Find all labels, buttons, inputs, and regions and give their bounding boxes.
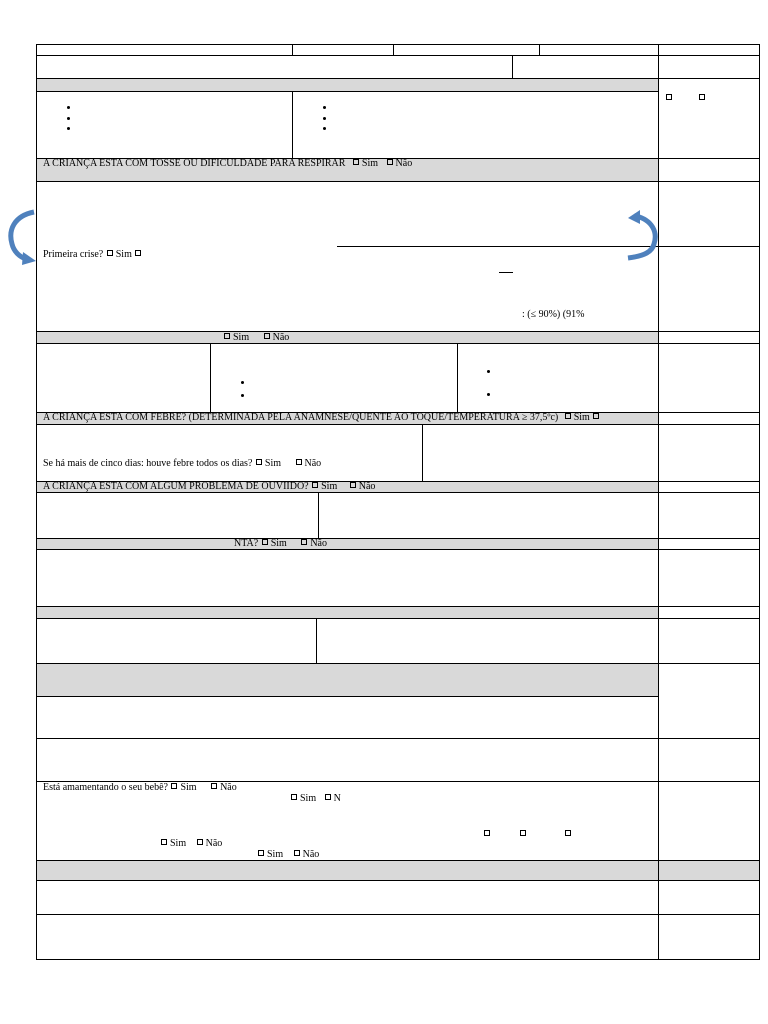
- ouvido-question-row: [43, 481, 375, 492]
- short-dash: [499, 272, 513, 273]
- line2-yes-checkbox[interactable]: [291, 794, 297, 800]
- febre-no-checkbox[interactable]: [593, 413, 599, 419]
- amamentando-no-checkbox[interactable]: [211, 783, 217, 789]
- bullet: [67, 127, 70, 130]
- amamentando-no-label: Não: [220, 782, 237, 793]
- line3-yes-label: Sim: [170, 838, 187, 849]
- band2-yes-checkbox[interactable]: [224, 333, 230, 339]
- primeira-crise-row: [43, 249, 144, 260]
- ouvido-no-checkbox[interactable]: [350, 482, 356, 488]
- nta-yes-checkbox[interactable]: [262, 539, 268, 545]
- line3-yes-checkbox[interactable]: [161, 839, 167, 845]
- febre-dias-yes-label: Sim: [264, 458, 282, 469]
- band2-options: [223, 332, 289, 343]
- band2-yes-label: Sim: [233, 332, 250, 343]
- band-6: [37, 663, 659, 696]
- ouvido-yes-label: Sim: [321, 481, 338, 492]
- curved-arrow-left-icon: [6, 208, 38, 266]
- tosse-yes-label: Sim: [361, 158, 379, 169]
- line4-no-label: Não: [302, 849, 320, 860]
- bullet: [323, 117, 326, 120]
- frame-bottom: [36, 959, 760, 960]
- band-nta: [37, 538, 659, 549]
- nta-no-label: Não: [310, 538, 327, 549]
- checkbox-c[interactable]: [565, 830, 571, 836]
- frame-top: [36, 44, 760, 45]
- amamentando-question: Está amamentando o seu bebê?: [43, 782, 168, 793]
- tosse-no-label: Não: [395, 158, 413, 169]
- line4-yes-label: Sim: [267, 849, 284, 860]
- curved-arrow-right-icon: [626, 208, 660, 264]
- band2-no-label: Não: [272, 332, 290, 343]
- nta-label: NTA?: [234, 538, 259, 549]
- bullet: [487, 393, 490, 396]
- bullet: [487, 370, 490, 373]
- nta-no-checkbox[interactable]: [301, 539, 307, 545]
- checkbox-b[interactable]: [520, 830, 526, 836]
- band-7: [37, 860, 759, 880]
- line2-yes-label: Sim: [300, 793, 317, 804]
- amamentando-yes-label: Sim: [180, 782, 197, 793]
- bullet: [241, 394, 244, 397]
- amamentando-row: [43, 782, 237, 793]
- febre-dias-no-label: Não: [304, 458, 322, 469]
- bullet: [67, 117, 70, 120]
- febre-yes-label: Sim: [573, 412, 590, 423]
- line3-options: [160, 838, 222, 849]
- checkbox-right-1[interactable]: [666, 94, 672, 100]
- checkbox-right-2[interactable]: [699, 94, 705, 100]
- ouvido-no-label: Não: [358, 481, 376, 492]
- band-5: [37, 606, 659, 618]
- primeira-crise-label: Primeira crise?: [43, 249, 104, 260]
- ouvido-yes-checkbox[interactable]: [312, 482, 318, 488]
- febre-dias-no-checkbox[interactable]: [296, 459, 302, 465]
- primeira-crise-yes-checkbox[interactable]: [107, 250, 113, 256]
- saturacao-text: : (≤ 90%) (91%: [522, 309, 585, 320]
- febre-dias-yes-checkbox[interactable]: [256, 459, 262, 465]
- line4-yes-checkbox[interactable]: [258, 850, 264, 856]
- tosse-question-row: [43, 158, 412, 169]
- nta-yes-label: Sim: [270, 538, 287, 549]
- primeira-crise-yes-label: Sim: [115, 249, 132, 260]
- line2-no-label: N: [333, 793, 341, 804]
- line2-options: [290, 793, 341, 804]
- tosse-no-checkbox[interactable]: [387, 159, 393, 165]
- line3-no-label: Não: [205, 838, 223, 849]
- bullet: [323, 127, 326, 130]
- line2-no-checkbox[interactable]: [325, 794, 331, 800]
- header-band-1: [37, 79, 659, 91]
- febre-question-row: [43, 412, 602, 423]
- nta-row: [234, 538, 327, 549]
- primeira-crise-no-checkbox[interactable]: [135, 250, 141, 256]
- bullet: [241, 381, 244, 384]
- tosse-question: A CRIANÇA ESTA COM TOSSE OU DIFICULDADE PARA RESPIRAR: [43, 158, 346, 169]
- febre-dias-text: Se há mais de cinco dias: houve febre todos os dias?: [43, 458, 253, 469]
- febre-yes-checkbox[interactable]: [565, 413, 571, 419]
- band-2: [37, 331, 659, 343]
- line4-options: [257, 849, 319, 860]
- amamentando-yes-checkbox[interactable]: [171, 783, 177, 789]
- band2-no-checkbox[interactable]: [264, 333, 270, 339]
- tosse-yes-checkbox[interactable]: [353, 159, 359, 165]
- bullet: [67, 106, 70, 109]
- febre-dias-row: [43, 458, 321, 469]
- ouvido-question: A CRIANÇA ESTA COM ALGUM PROBLEMA DE OUVIIDO?: [43, 481, 309, 492]
- line3-no-checkbox[interactable]: [197, 839, 203, 845]
- bullet: [323, 106, 326, 109]
- febre-question: A CRIANÇA ESTA COM FEBRE? (DETERMINADA PELA ANAMNESE/QUENTE AO TOQUE/TEMPERATURA ≥ 37,5ºc): [43, 412, 559, 423]
- checkbox-a[interactable]: [484, 830, 490, 836]
- line4-no-checkbox[interactable]: [294, 850, 300, 856]
